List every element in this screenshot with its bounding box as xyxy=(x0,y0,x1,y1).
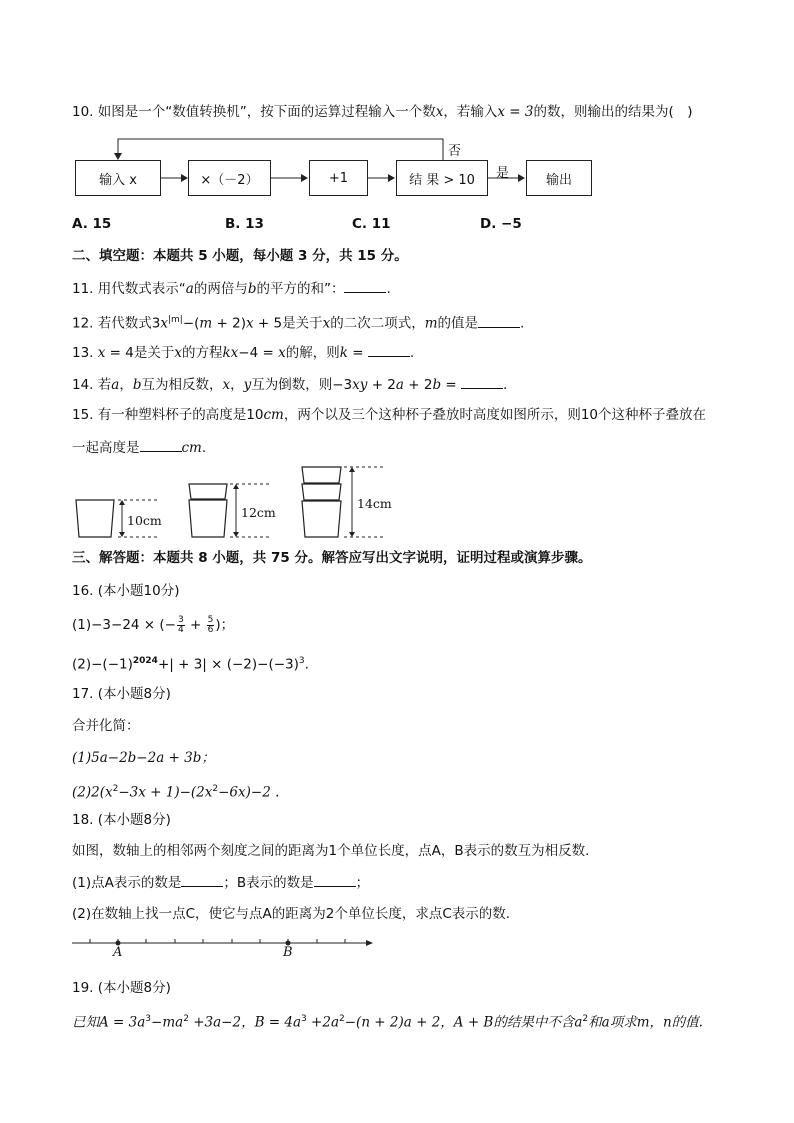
flow-condition-box: 结 果 > 10 xyxy=(396,160,488,196)
cup-label-14cm: 14cm xyxy=(357,496,392,511)
q19-heading: 19. (本小题8分) xyxy=(72,980,171,996)
flow-output-box: 输出 xyxy=(526,160,592,196)
q17-heading: 17. (本小题8分) xyxy=(72,686,171,702)
section2-heading: 二、填空题：本题共 5 小题，每小题 3 分，共 15 分。 xyxy=(72,248,408,264)
flow-plus-box: +1 xyxy=(309,160,368,196)
q16-part1: (1)−3−24 × (− $\frac{3}{4}$ + $\frac{5}{6}$ )； xyxy=(72,614,235,635)
q18-part2: (2)在数轴上找一点C，使它与点A的距离为2个单位长度，求点C表示的数. xyxy=(72,906,511,922)
q16-heading: 16. (本小题10分) xyxy=(72,583,180,599)
flow-input-box: 输入 x xyxy=(75,160,161,196)
point-b-label: B xyxy=(283,945,293,960)
q18-part1: (1)点A表示的数是 ；B表示的数是 ； xyxy=(72,872,369,893)
q10-stem: 10. 如图是一个“数值转换机”，按下面的运算过程输入一个数x，若输入x = 3的数，则输出的结果为( ) xyxy=(72,104,693,120)
q14: 14. 若a，b互为相反数，x，y互为倒数，则−3xy + 2a + 2b = . xyxy=(72,374,507,395)
flow-multiply-box: ×（－2） xyxy=(188,160,271,196)
q13-answer-blank xyxy=(368,342,410,357)
q18-heading: 18. (本小题8分) xyxy=(72,812,171,828)
flow-no-label: 否 xyxy=(448,144,462,159)
q16-part2: $(2)-(-1)^{2024}+| + 3| \times (-2)-(-3)^3$. xyxy=(72,656,309,673)
q10-option-c: C. 11 xyxy=(352,216,391,232)
q17-part2: $(2)2(x^2-3x + 1)-(2x^2-6x)-2$ . xyxy=(72,784,280,801)
q18-blank-b xyxy=(314,872,356,887)
cup-label-12cm: 12cm xyxy=(241,505,276,520)
q11-answer-blank xyxy=(344,278,386,293)
q15-line2: 一起高度是 cm. xyxy=(72,437,206,458)
q12: 12. 若代数式$3x^{|m|}-(m + 2)x + 5$是关于x的二次二项式，m的值是 . xyxy=(72,310,524,334)
q11: 11. 用代数式表示“a的两倍与b的平方的和”： . xyxy=(72,278,391,299)
q19-body: 已知$A = 3a^3-ma^2 +3a-2$，$B = 4a^3 +2a^2-(n + 2)a + 2$，A + B的结果中不含$a^2$和a项求m，n的值. xyxy=(72,1014,703,1031)
q14-answer-blank xyxy=(461,374,503,389)
q18-intro: 如图，数轴上的相邻两个刻度之间的距离为1个单位长度，点A，B表示的数互为相反数. xyxy=(72,843,590,859)
q13: 13. x = 4是关于x的方程kx−4 = x的解，则k = . xyxy=(72,342,414,363)
cup-label-10cm: 10cm xyxy=(127,513,162,528)
q18-blank-a xyxy=(181,872,223,887)
q10-option-a: A. 15 xyxy=(72,216,112,232)
q15-cups-figure xyxy=(0,463,794,543)
q17-intro: 合并化简： xyxy=(72,718,140,734)
q15-answer-blank xyxy=(140,437,182,452)
q17-part1: (1)5a−2b−2a + 3b； xyxy=(72,750,215,766)
section3-heading: 三、解答题：本题共 8 小题，共 75 分。解答应写出文字说明，证明过程或演算步骤。 xyxy=(72,550,592,566)
q15-line1: 15. 有一种塑料杯子的高度是10cm，两个以及三个这种杯子叠放时高度如图所示，则10个这种杯子叠放在 xyxy=(72,407,707,423)
q12-answer-blank xyxy=(478,313,520,328)
q10-option-d: D. −5 xyxy=(480,216,522,232)
q10-option-b: B. 13 xyxy=(225,216,264,232)
flow-yes-label: 是 xyxy=(496,166,510,181)
point-a-label: A xyxy=(113,945,123,960)
